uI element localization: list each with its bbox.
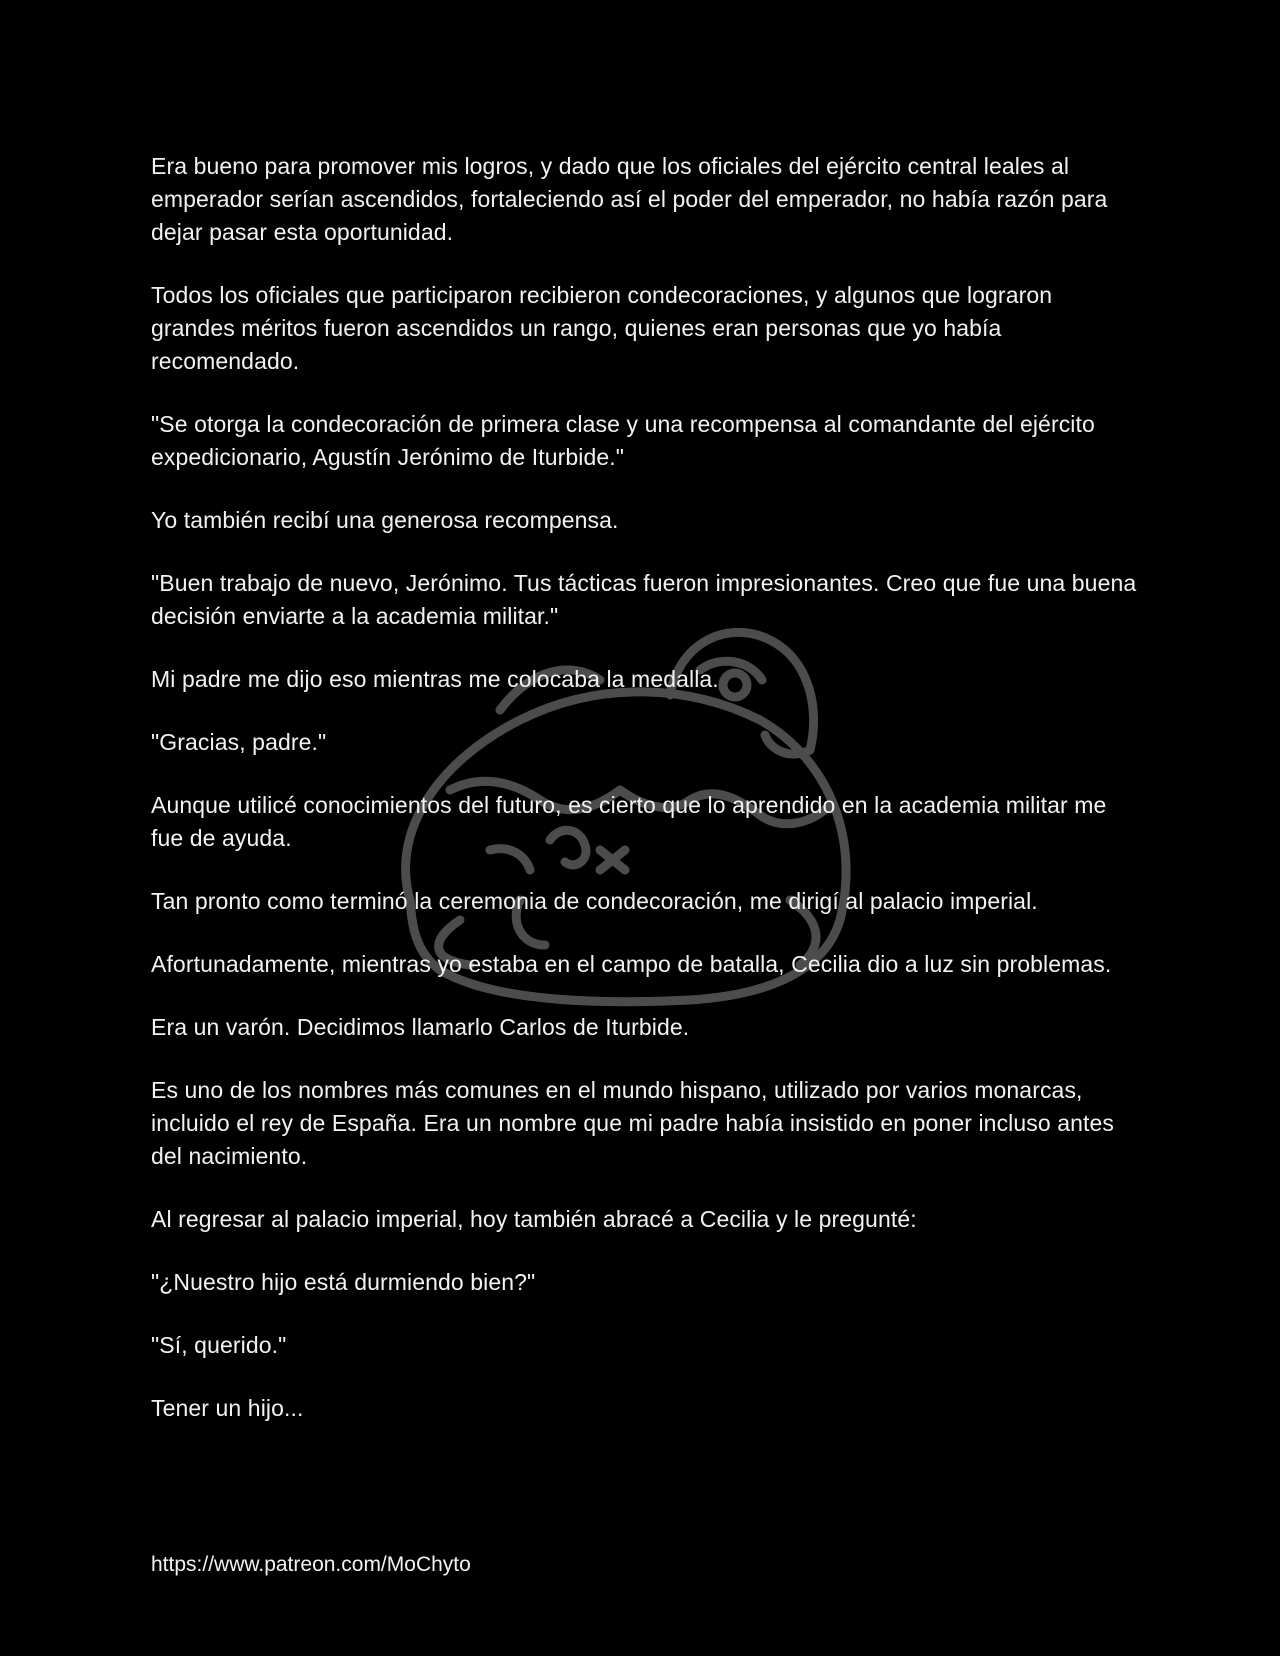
paragraph: Tener un hijo... — [151, 1395, 304, 1421]
paragraph: "Buen trabajo de nuevo, Jerónimo. Tus tácticas fueron impresionantes. Creo que fue una buena decisión enviarte a la academia militar." — [151, 570, 1137, 629]
paragraph: Al regresar al palacio imperial, hoy también abracé a Cecilia y le pregunté: — [151, 1206, 917, 1232]
paragraph: Era bueno para promover mis logros, y dado que los oficiales del ejército central leales al emperador serían ascendidos, fortaleciendo así el poder del emperador, no había razón para dejar pasar esta oportunidad. — [151, 153, 1108, 245]
paragraph: "Se otorga la condecoración de primera clase y una recompensa al comandante del ejército expedicionario, Agustín Jerónimo de Iturbide." — [151, 411, 1095, 470]
patreon-link[interactable]: https://www.patreon.com/MoChyto — [151, 1553, 471, 1576]
paragraph: Tan pronto como terminó la ceremonia de condecoración, me dirigí al palacio imperial. — [151, 888, 1038, 914]
paragraph: Todos los oficiales que participaron recibieron condecoraciones, y algunos que lograron grandes méritos fueron ascendidos un rango, quienes eran personas que yo había recomendado. — [151, 282, 1053, 374]
paragraph: Afortunadamente, mientras yo estaba en el campo de batalla, Cecilia dio a luz sin problemas. — [151, 951, 1112, 977]
paragraph: Mi padre me dijo eso mientras me colocaba la medalla. — [151, 666, 719, 692]
paragraph: Aunque utilicé conocimientos del futuro, es cierto que lo aprendido en la academia militar me fue de ayuda. — [151, 792, 1107, 851]
paragraph: Es uno de los nombres más comunes en el mundo hispano, utilizado por varios monarcas, incluido el rey de España. Era un nombre que mi padre había insistido en poner incluso antes del nacimiento. — [151, 1077, 1115, 1169]
paragraph: Yo también recibí una generosa recompensa. — [151, 507, 619, 533]
document-body — [151, 150, 1141, 1455]
paragraph: "¿Nuestro hijo está durmiendo bien?" — [151, 1269, 536, 1295]
paragraph: "Sí, querido." — [151, 1332, 287, 1358]
paragraph: Era un varón. Decidimos llamarlo Carlos de Iturbide. — [151, 1014, 690, 1040]
paragraph: "Gracias, padre." — [151, 729, 327, 755]
